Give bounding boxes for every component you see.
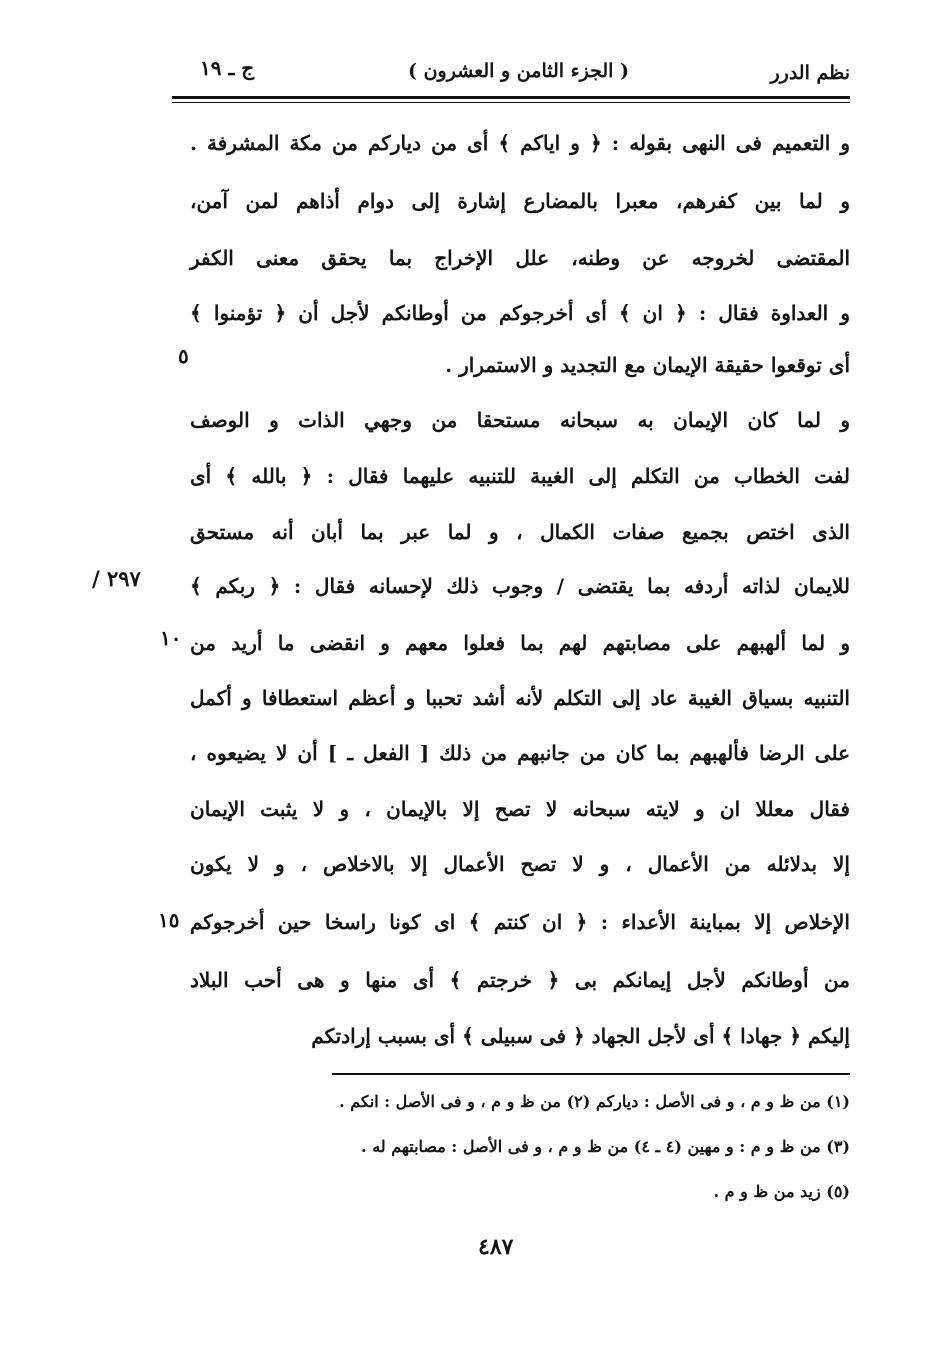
text-line: التنبيه بسياق الغيبة عاد إلى التكلم لأنه أشد تحببا و أعظم استعطافا و أكمل (190, 686, 850, 710)
book-title: نظم الدرر (770, 62, 850, 84)
line-number-5: ٥ (178, 344, 189, 368)
header-rule-thin (172, 102, 850, 103)
text-line: و العداوة فقال : ﴿ ان ﴾ أى أخرجوكم من أوطانكم لأجل أن ﴿ تؤمنوا ﴾ (190, 301, 850, 325)
text-line: للايمان لذاته أردفه بما يقتضى / وجوب ذلك لإحسانه فقال : ﴿ ربكم ﴾ (190, 574, 850, 598)
footnote-line: (١) من ظ و م ، و فى الأصل : دياركم (٢) من ظ و م ، و فى الأصل : انكم . (339, 1092, 850, 1111)
text-line: الإخلاص إلا بمباينة الأعداء : ﴿ ان كنتم ﴾ اى كونا راسخا حين أخرجوكم (190, 910, 850, 934)
line-number-10: ١٠ (160, 626, 182, 650)
text-line: إلا بدلائله من الأعمال ، و لا تصح الأعمال إلا بالاخلاص ، و لا يكون (190, 852, 850, 876)
footnote-separator (332, 1073, 850, 1075)
margin-page-reference: ٢٩٧ / (92, 566, 141, 591)
footnote-line: (٣) من ظ و م : و مهين (٤ ـ ٤) من ظ و م ، و فى الأصل : مصابتهم له . (361, 1137, 850, 1156)
text-line: إليكم ﴿ جهادا ﴾ أى لأجل الجهاد ﴿ فى سبيلى ﴾ أى بسبب إرادتكم (311, 1024, 850, 1048)
text-line: من أوطانكم لأجل إيمانكم بى ﴿ خرجتم ﴾ أى منها و هى أحب البلاد (190, 968, 850, 992)
text-line: أى توقعوا حقيقة الإيمان مع التجديد و الاستمرار . (445, 353, 850, 377)
text-line: لفت الخطاب من التكلم إلى الغيبة للتنبيه عليهما فقال : ﴿ بالله ﴾ أى (190, 464, 850, 488)
text-line: على الرضا فألهبهم بما كان من جانبهم من ذلك [ الفعل ـ ] أن لا يضيعوه ، (190, 741, 850, 765)
part-label: ( الجزء الثامن و العشرون ) (408, 60, 630, 82)
page-number: ٤٨٧ (478, 1234, 514, 1260)
line-number-15: ١٥ (158, 908, 180, 932)
footnote-line: (٥) زيد من ظ و م . (713, 1182, 850, 1201)
text-line: و لما بين كفرهم، معبرا بالمضارع إشارة إلى دوام أذاهم لمن آمن، (190, 189, 850, 213)
text-line: و التعميم فى النهى بقوله : ﴿ و اياكم ﴾ أى من دياركم من مكة المشرفة . (190, 131, 850, 155)
text-line: الذى اختص بجميع صفات الكمال ، و لما عبر بما أبان أنه مستحق (190, 520, 850, 544)
text-line: و لما كان الإيمان به سبحانه مستحقا من وجهي الذات و الوصف (190, 408, 851, 432)
text-line: فقال معللا ان و لايته سبحانه لا تصح إلا بالإيمان ، و لا يثبت الإيمان (190, 797, 850, 821)
text-line: المقتضى لخروجه عن وطنه، علل الإخراج بما يحقق معنى الكفر (190, 246, 850, 270)
running-header (172, 54, 850, 94)
text-line: و لما ألهبهم على مصابتهم لهم بما فعلوا معهم و انقضى ما أريد من (190, 631, 850, 655)
header-rule-thick (172, 96, 850, 99)
page-reference: ج ـ ١٩ (200, 56, 255, 80)
